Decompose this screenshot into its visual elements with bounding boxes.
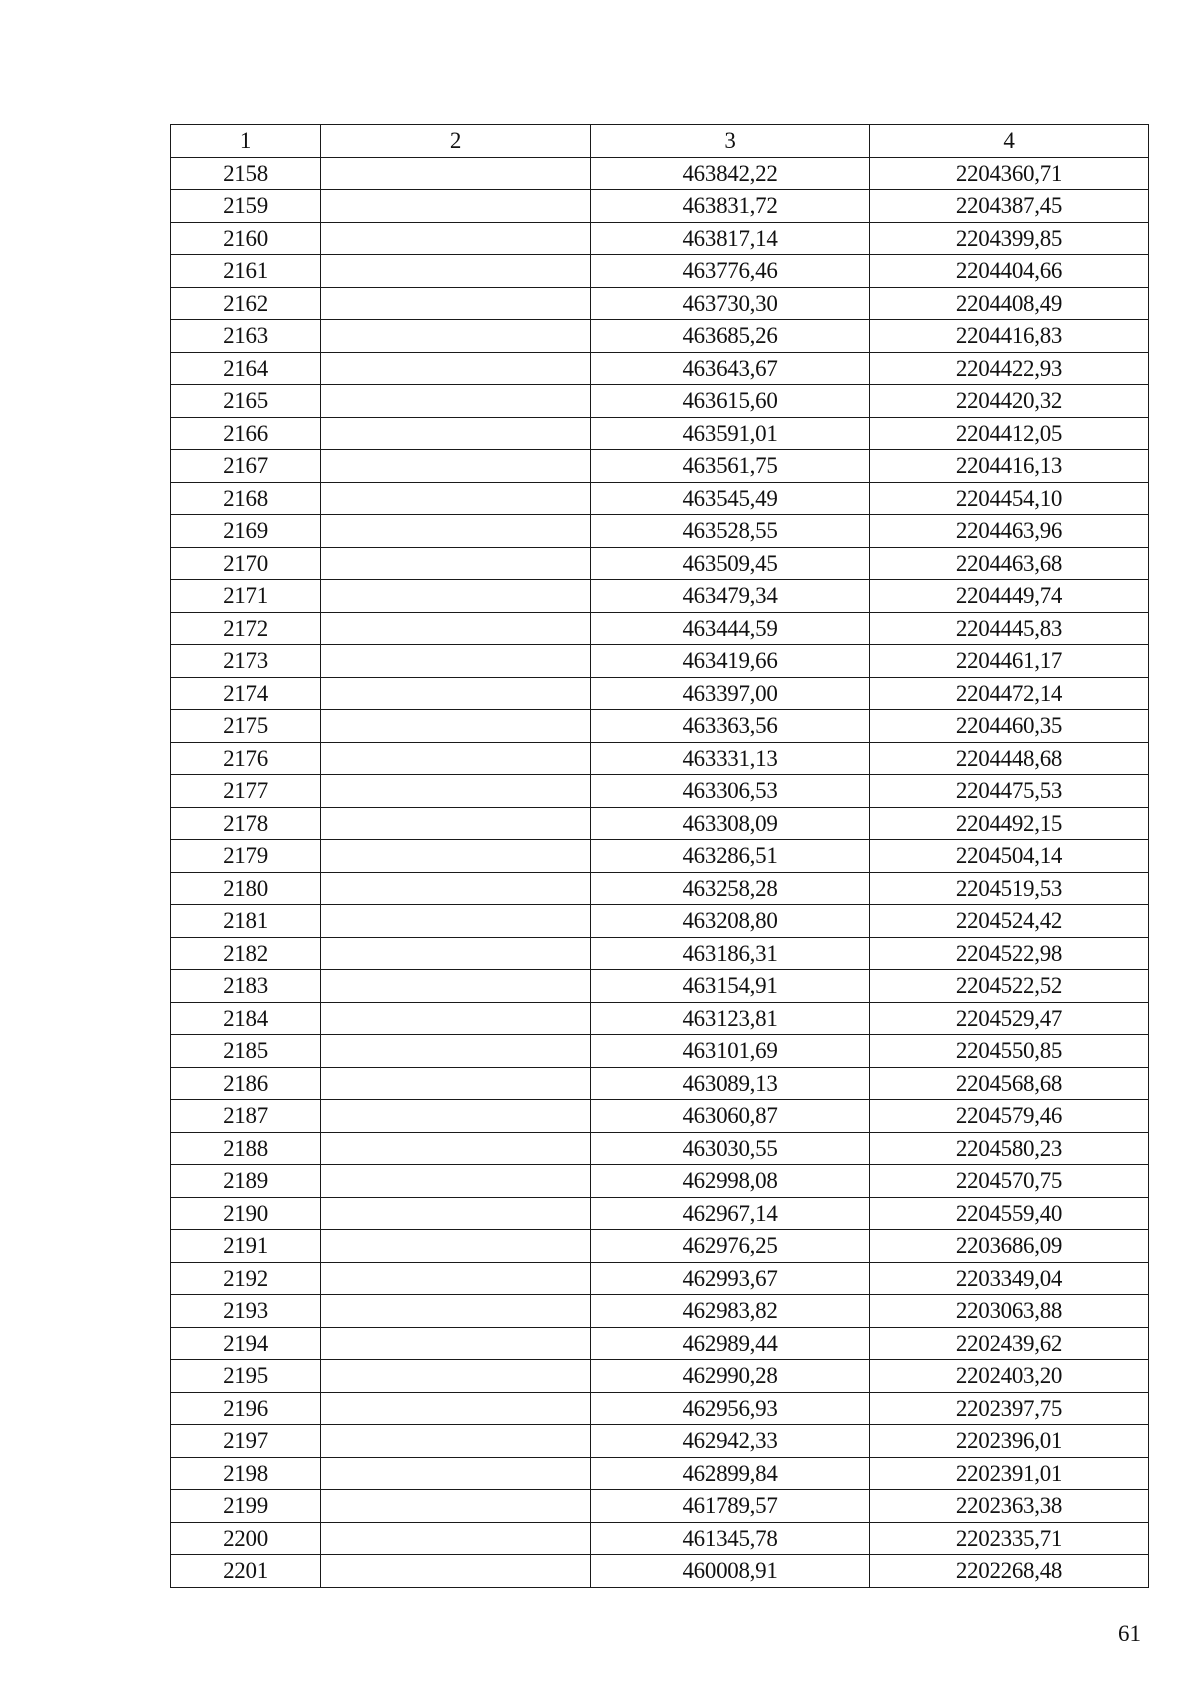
point-number-cell: 2165 [171, 385, 321, 418]
table-row [171, 222, 1149, 255]
y-coordinate-cell: 2204550,85 [870, 1035, 1149, 1068]
table-row [171, 872, 1149, 905]
point-number-cell: 2197 [171, 1425, 321, 1458]
x-coordinate-cell: 463030,55 [591, 1132, 870, 1165]
table-row [171, 840, 1149, 873]
description-cell [321, 157, 591, 190]
description-cell [321, 872, 591, 905]
description-cell [321, 905, 591, 938]
y-coordinate-cell: 2202439,62 [870, 1327, 1149, 1360]
table-row [171, 612, 1149, 645]
point-number-cell: 2198 [171, 1457, 321, 1490]
x-coordinate-cell: 462899,84 [591, 1457, 870, 1490]
table-row [171, 710, 1149, 743]
point-number-cell: 2170 [171, 547, 321, 580]
point-number-cell: 2174 [171, 677, 321, 710]
column-header-1: 1 [171, 125, 321, 158]
x-coordinate-cell: 463831,72 [591, 190, 870, 223]
y-coordinate-cell: 2204454,10 [870, 482, 1149, 515]
description-cell [321, 515, 591, 548]
point-number-cell: 2191 [171, 1230, 321, 1263]
table-row [171, 1165, 1149, 1198]
y-coordinate-cell: 2203349,04 [870, 1262, 1149, 1295]
point-number-cell: 2200 [171, 1522, 321, 1555]
x-coordinate-cell: 463817,14 [591, 222, 870, 255]
description-cell [321, 645, 591, 678]
point-number-cell: 2167 [171, 450, 321, 483]
y-coordinate-cell: 2204519,53 [870, 872, 1149, 905]
x-coordinate-cell: 463730,30 [591, 287, 870, 320]
description-cell [321, 1360, 591, 1393]
table-body [171, 157, 1149, 1587]
point-number-cell: 2186 [171, 1067, 321, 1100]
point-number-cell: 2166 [171, 417, 321, 450]
table-row [171, 1392, 1149, 1425]
point-number-cell: 2159 [171, 190, 321, 223]
description-cell [321, 1555, 591, 1588]
table-row [171, 1230, 1149, 1263]
x-coordinate-cell: 463363,56 [591, 710, 870, 743]
point-number-cell: 2181 [171, 905, 321, 938]
x-coordinate-cell: 463258,28 [591, 872, 870, 905]
column-header-4: 4 [870, 125, 1149, 158]
point-number-cell: 2158 [171, 157, 321, 190]
table-row [171, 677, 1149, 710]
table-row [171, 515, 1149, 548]
table-row [171, 157, 1149, 190]
y-coordinate-cell: 2204579,46 [870, 1100, 1149, 1133]
column-header-2: 2 [321, 125, 591, 158]
y-coordinate-cell: 2202397,75 [870, 1392, 1149, 1425]
table-row [171, 1002, 1149, 1035]
table-row [171, 385, 1149, 418]
y-coordinate-cell: 2204404,66 [870, 255, 1149, 288]
description-cell [321, 1230, 591, 1263]
description-cell [321, 580, 591, 613]
x-coordinate-cell: 463591,01 [591, 417, 870, 450]
y-coordinate-cell: 2202391,01 [870, 1457, 1149, 1490]
y-coordinate-cell: 2204422,93 [870, 352, 1149, 385]
table-row [171, 1522, 1149, 1555]
y-coordinate-cell: 2202363,38 [870, 1490, 1149, 1523]
table-row [171, 937, 1149, 970]
point-number-cell: 2178 [171, 807, 321, 840]
x-coordinate-cell: 463561,75 [591, 450, 870, 483]
description-cell [321, 807, 591, 840]
point-number-cell: 2199 [171, 1490, 321, 1523]
table-row [171, 1100, 1149, 1133]
description-cell [321, 255, 591, 288]
y-coordinate-cell: 2204570,75 [870, 1165, 1149, 1198]
x-coordinate-cell: 463419,66 [591, 645, 870, 678]
table-row [171, 1360, 1149, 1393]
x-coordinate-cell: 463286,51 [591, 840, 870, 873]
x-coordinate-cell: 463685,26 [591, 320, 870, 353]
y-coordinate-cell: 2204504,14 [870, 840, 1149, 873]
x-coordinate-cell: 463397,00 [591, 677, 870, 710]
column-header-3: 3 [591, 125, 870, 158]
x-coordinate-cell: 462942,33 [591, 1425, 870, 1458]
description-cell [321, 547, 591, 580]
description-cell [321, 1262, 591, 1295]
y-coordinate-cell: 2202403,20 [870, 1360, 1149, 1393]
description-cell [321, 320, 591, 353]
y-coordinate-cell: 2204463,68 [870, 547, 1149, 580]
table-row [171, 1457, 1149, 1490]
description-cell [321, 1295, 591, 1328]
table-row [171, 1262, 1149, 1295]
x-coordinate-cell: 462998,08 [591, 1165, 870, 1198]
point-number-cell: 2162 [171, 287, 321, 320]
table-row [171, 1197, 1149, 1230]
description-cell [321, 417, 591, 450]
point-number-cell: 2182 [171, 937, 321, 970]
page-number: 61 [1118, 1621, 1141, 1646]
table-row [171, 645, 1149, 678]
x-coordinate-cell: 463528,55 [591, 515, 870, 548]
description-cell [321, 352, 591, 385]
y-coordinate-cell: 2202335,71 [870, 1522, 1149, 1555]
x-coordinate-cell: 463306,53 [591, 775, 870, 808]
point-number-cell: 2177 [171, 775, 321, 808]
description-cell [321, 612, 591, 645]
x-coordinate-cell: 463308,09 [591, 807, 870, 840]
description-cell [321, 1100, 591, 1133]
table-row [171, 547, 1149, 580]
table-row [171, 580, 1149, 613]
coordinates-table [170, 124, 1149, 1588]
y-coordinate-cell: 2202396,01 [870, 1425, 1149, 1458]
y-coordinate-cell: 2204416,13 [870, 450, 1149, 483]
point-number-cell: 2187 [171, 1100, 321, 1133]
y-coordinate-cell: 2204559,40 [870, 1197, 1149, 1230]
description-cell [321, 1197, 591, 1230]
point-number-cell: 2201 [171, 1555, 321, 1588]
x-coordinate-cell: 463060,87 [591, 1100, 870, 1133]
point-number-cell: 2193 [171, 1295, 321, 1328]
y-coordinate-cell: 2204420,32 [870, 385, 1149, 418]
description-cell [321, 1132, 591, 1165]
point-number-cell: 2184 [171, 1002, 321, 1035]
y-coordinate-cell: 2204492,15 [870, 807, 1149, 840]
table-row [171, 1555, 1149, 1588]
point-number-cell: 2192 [171, 1262, 321, 1295]
description-cell [321, 775, 591, 808]
x-coordinate-cell: 462989,44 [591, 1327, 870, 1360]
y-coordinate-cell: 2204522,98 [870, 937, 1149, 970]
table-row [171, 1067, 1149, 1100]
point-number-cell: 2176 [171, 742, 321, 775]
x-coordinate-cell: 463615,60 [591, 385, 870, 418]
description-cell [321, 1425, 591, 1458]
description-cell [321, 742, 591, 775]
point-number-cell: 2189 [171, 1165, 321, 1198]
x-coordinate-cell: 463842,22 [591, 157, 870, 190]
point-number-cell: 2172 [171, 612, 321, 645]
description-cell [321, 710, 591, 743]
x-coordinate-cell: 462983,82 [591, 1295, 870, 1328]
table-row [171, 320, 1149, 353]
y-coordinate-cell: 2204524,42 [870, 905, 1149, 938]
point-number-cell: 2196 [171, 1392, 321, 1425]
y-coordinate-cell: 2203063,88 [870, 1295, 1149, 1328]
y-coordinate-cell: 2204449,74 [870, 580, 1149, 613]
description-cell [321, 482, 591, 515]
y-coordinate-cell: 2204522,52 [870, 970, 1149, 1003]
point-number-cell: 2171 [171, 580, 321, 613]
point-number-cell: 2160 [171, 222, 321, 255]
description-cell [321, 937, 591, 970]
y-coordinate-cell: 2204475,53 [870, 775, 1149, 808]
x-coordinate-cell: 463776,46 [591, 255, 870, 288]
description-cell [321, 677, 591, 710]
point-number-cell: 2195 [171, 1360, 321, 1393]
x-coordinate-cell: 463331,13 [591, 742, 870, 775]
description-cell [321, 1457, 591, 1490]
x-coordinate-cell: 463643,67 [591, 352, 870, 385]
x-coordinate-cell: 463154,91 [591, 970, 870, 1003]
description-cell [321, 1490, 591, 1523]
point-number-cell: 2161 [171, 255, 321, 288]
y-coordinate-cell: 2204448,68 [870, 742, 1149, 775]
x-coordinate-cell: 460008,91 [591, 1555, 870, 1588]
y-coordinate-cell: 2204460,35 [870, 710, 1149, 743]
table-row [171, 742, 1149, 775]
point-number-cell: 2185 [171, 1035, 321, 1068]
table-row [171, 1295, 1149, 1328]
description-cell [321, 970, 591, 1003]
description-cell [321, 1392, 591, 1425]
table-row [171, 1425, 1149, 1458]
description-cell [321, 1522, 591, 1555]
point-number-cell: 2175 [171, 710, 321, 743]
y-coordinate-cell: 2204387,45 [870, 190, 1149, 223]
table-row [171, 255, 1149, 288]
table-row [171, 1035, 1149, 1068]
table-row [171, 1132, 1149, 1165]
point-number-cell: 2194 [171, 1327, 321, 1360]
y-coordinate-cell: 2204463,96 [870, 515, 1149, 548]
table-row [171, 352, 1149, 385]
y-coordinate-cell: 2204416,83 [870, 320, 1149, 353]
x-coordinate-cell: 463444,59 [591, 612, 870, 645]
table-row [171, 905, 1149, 938]
x-coordinate-cell: 463479,34 [591, 580, 870, 613]
description-cell [321, 190, 591, 223]
table-header-row [171, 125, 1149, 158]
point-number-cell: 2169 [171, 515, 321, 548]
x-coordinate-cell: 463101,69 [591, 1035, 870, 1068]
description-cell [321, 1035, 591, 1068]
table-row [171, 190, 1149, 223]
x-coordinate-cell: 462967,14 [591, 1197, 870, 1230]
x-coordinate-cell: 463208,80 [591, 905, 870, 938]
x-coordinate-cell: 463545,49 [591, 482, 870, 515]
y-coordinate-cell: 2204408,49 [870, 287, 1149, 320]
x-coordinate-cell: 463089,13 [591, 1067, 870, 1100]
y-coordinate-cell: 2204399,85 [870, 222, 1149, 255]
description-cell [321, 1002, 591, 1035]
description-cell [321, 450, 591, 483]
y-coordinate-cell: 2202268,48 [870, 1555, 1149, 1588]
y-coordinate-cell: 2204412,05 [870, 417, 1149, 450]
x-coordinate-cell: 462990,28 [591, 1360, 870, 1393]
y-coordinate-cell: 2204580,23 [870, 1132, 1149, 1165]
table-row [171, 807, 1149, 840]
table-row [171, 417, 1149, 450]
y-coordinate-cell: 2204461,17 [870, 645, 1149, 678]
description-cell [321, 840, 591, 873]
point-number-cell: 2168 [171, 482, 321, 515]
y-coordinate-cell: 2204529,47 [870, 1002, 1149, 1035]
x-coordinate-cell: 463509,45 [591, 547, 870, 580]
x-coordinate-cell: 461789,57 [591, 1490, 870, 1523]
point-number-cell: 2180 [171, 872, 321, 905]
x-coordinate-cell: 462993,67 [591, 1262, 870, 1295]
point-number-cell: 2173 [171, 645, 321, 678]
description-cell [321, 1165, 591, 1198]
table-row [171, 775, 1149, 808]
table-row [171, 482, 1149, 515]
x-coordinate-cell: 462976,25 [591, 1230, 870, 1263]
description-cell [321, 385, 591, 418]
y-coordinate-cell: 2203686,09 [870, 1230, 1149, 1263]
table-row [171, 1490, 1149, 1523]
point-number-cell: 2164 [171, 352, 321, 385]
x-coordinate-cell: 463123,81 [591, 1002, 870, 1035]
description-cell [321, 1327, 591, 1360]
description-cell [321, 1067, 591, 1100]
y-coordinate-cell: 2204445,83 [870, 612, 1149, 645]
y-coordinate-cell: 2204472,14 [870, 677, 1149, 710]
table-row [171, 287, 1149, 320]
table-row [171, 1327, 1149, 1360]
description-cell [321, 287, 591, 320]
point-number-cell: 2163 [171, 320, 321, 353]
y-coordinate-cell: 2204360,71 [870, 157, 1149, 190]
point-number-cell: 2179 [171, 840, 321, 873]
y-coordinate-cell: 2204568,68 [870, 1067, 1149, 1100]
point-number-cell: 2188 [171, 1132, 321, 1165]
table-row [171, 970, 1149, 1003]
x-coordinate-cell: 463186,31 [591, 937, 870, 970]
point-number-cell: 2190 [171, 1197, 321, 1230]
point-number-cell: 2183 [171, 970, 321, 1003]
x-coordinate-cell: 461345,78 [591, 1522, 870, 1555]
description-cell [321, 222, 591, 255]
x-coordinate-cell: 462956,93 [591, 1392, 870, 1425]
table-row [171, 450, 1149, 483]
